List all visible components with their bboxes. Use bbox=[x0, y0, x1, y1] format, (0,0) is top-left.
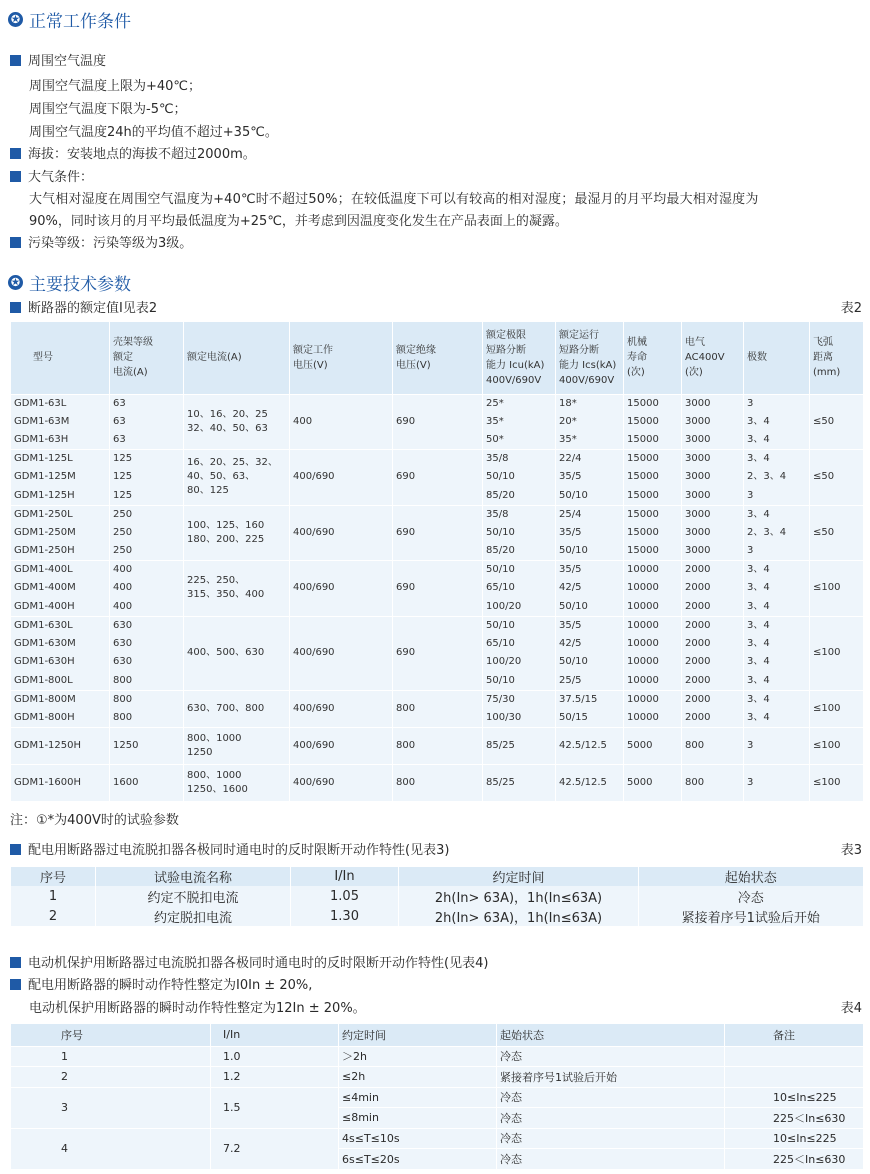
table-cell: 冷态 bbox=[639, 886, 863, 906]
table-header-cell: 壳架等级 额定 电流(A) bbox=[110, 322, 184, 394]
frame-current-cell: 400 bbox=[110, 561, 184, 580]
bullet-square-icon bbox=[10, 148, 21, 159]
poles-cell: 3、4 bbox=[744, 598, 810, 617]
ics-cell: 42/5 bbox=[556, 635, 624, 654]
note-cell: 225＜In≤630 bbox=[725, 1108, 863, 1129]
poles-cell: 3 bbox=[744, 487, 810, 506]
elec-life-cell: 3000 bbox=[682, 450, 744, 469]
table4-caption-2: 配电用断路器的瞬时动作特性整定为I0In ± 20%, bbox=[10, 974, 312, 993]
table4-tag: 表4 bbox=[840, 1001, 862, 1016]
model-cell: GDM1-800L bbox=[11, 672, 110, 691]
rated-current-cell: 800、1000 1250 bbox=[184, 727, 290, 764]
elec-life-cell: 2000 bbox=[682, 672, 744, 691]
model-cell: GDM1-125M bbox=[11, 468, 110, 487]
poles-cell: 3 bbox=[744, 764, 810, 801]
mech-life-cell: 10000 bbox=[624, 635, 682, 654]
table-header-cell: I/In bbox=[211, 1024, 339, 1046]
model-cell: GDM1-800H bbox=[11, 709, 110, 728]
table-header-cell: 额定绝缘 电压(V) bbox=[393, 322, 483, 394]
elec-life-cell: 2000 bbox=[682, 635, 744, 654]
table4-caption-1: 电动机保护用断路器过电流脱扣器各极同时通电时的反时限断开动作特性(见表4) bbox=[10, 952, 488, 971]
icu-cell: 75/30 bbox=[483, 690, 556, 709]
arc-distance-cell: ≤100 bbox=[810, 561, 863, 617]
icu-cell: 50/10 bbox=[483, 672, 556, 691]
note-cell: 225＜In≤630 bbox=[725, 1149, 863, 1170]
ics-cell: 42/5 bbox=[556, 579, 624, 598]
insulation-voltage-cell: 690 bbox=[393, 394, 483, 450]
insulation-voltage-cell: 690 bbox=[393, 561, 483, 617]
table-header-cell: 极数 bbox=[744, 322, 810, 394]
mech-life-cell: 5000 bbox=[624, 727, 682, 764]
ics-cell: 25/4 bbox=[556, 505, 624, 524]
elec-life-cell: 3000 bbox=[682, 468, 744, 487]
note-cell: 10≤In≤225 bbox=[725, 1128, 863, 1149]
bullet-square-icon bbox=[10, 844, 21, 855]
table-cell: 1.30 bbox=[291, 906, 399, 926]
ratio-cell: 1.2 bbox=[211, 1067, 339, 1088]
table-header-cell: 额定运行 短路分断 能力 Ics(kA) 400V/690V bbox=[556, 322, 624, 394]
table-row bbox=[11, 616, 863, 635]
ics-cell: 37.5/15 bbox=[556, 690, 624, 709]
table-cell: 约定脱扣电流 bbox=[96, 906, 291, 926]
state-cell: 冷态 bbox=[497, 1108, 725, 1129]
mech-life-cell: 15000 bbox=[624, 413, 682, 432]
elec-life-cell: 3000 bbox=[682, 524, 744, 543]
insulation-voltage-cell: 690 bbox=[393, 505, 483, 561]
insulation-voltage-cell: 800 bbox=[393, 727, 483, 764]
frame-current-cell: 800 bbox=[110, 672, 184, 691]
star-icon: ✪ bbox=[8, 275, 23, 290]
frame-current-cell: 63 bbox=[110, 413, 184, 432]
mech-life-cell: 15000 bbox=[624, 394, 682, 413]
ics-cell: 22/4 bbox=[556, 450, 624, 469]
rated-current-cell: 10、16、20、25 32、40、50、63 bbox=[184, 394, 290, 450]
frame-current-cell: 125 bbox=[110, 487, 184, 506]
rated-current-cell: 225、250、 315、350、400 bbox=[184, 561, 290, 617]
table-row bbox=[11, 1067, 863, 1088]
item-pollution: 污染等级：污染等级为3级。 bbox=[10, 232, 192, 251]
table-row bbox=[11, 906, 863, 926]
ics-cell: 50/15 bbox=[556, 709, 624, 728]
elec-life-cell: 800 bbox=[682, 764, 744, 801]
table-row bbox=[11, 1128, 863, 1149]
bullet-square-icon bbox=[10, 55, 21, 66]
rated-current-cell: 16、20、25、32、 40、50、63、 80、125 bbox=[184, 450, 290, 506]
state-cell: 冷态 bbox=[497, 1149, 725, 1170]
poles-cell: 3、4 bbox=[744, 616, 810, 635]
ics-cell: 18* bbox=[556, 394, 624, 413]
arc-distance-cell: ≤100 bbox=[810, 764, 863, 801]
rated-voltage-cell: 400/690 bbox=[290, 450, 393, 506]
mech-life-cell: 15000 bbox=[624, 487, 682, 506]
frame-current-cell: 1250 bbox=[110, 727, 184, 764]
mech-life-cell: 10000 bbox=[624, 690, 682, 709]
table-header-cell: 约定时间 bbox=[339, 1024, 497, 1046]
mech-life-cell: 5000 bbox=[624, 764, 682, 801]
table-rated-values bbox=[10, 322, 863, 801]
elec-life-cell: 2000 bbox=[682, 561, 744, 580]
table-header-cell: 电气 AC400V (次) bbox=[682, 322, 744, 394]
elec-life-cell: 2000 bbox=[682, 598, 744, 617]
ics-cell: 50/10 bbox=[556, 542, 624, 561]
table-header-cell: 约定时间 bbox=[399, 867, 639, 886]
arc-distance-cell: ≤100 bbox=[810, 616, 863, 690]
table-header-cell: 序号 bbox=[11, 1024, 211, 1046]
table-header-cell: 额定极限 短路分断 能力 Icu(kA) 400V/690V bbox=[483, 322, 556, 394]
ratio-cell: 1.0 bbox=[211, 1046, 339, 1067]
frame-current-cell: 63 bbox=[110, 431, 184, 450]
rated-voltage-cell: 400/690 bbox=[290, 561, 393, 617]
frame-current-cell: 63 bbox=[110, 394, 184, 413]
mech-life-cell: 15000 bbox=[624, 542, 682, 561]
bullet-square-icon bbox=[10, 237, 21, 248]
frame-current-cell: 800 bbox=[110, 709, 184, 728]
time-cell: ＞2h bbox=[339, 1046, 497, 1067]
mech-life-cell: 10000 bbox=[624, 709, 682, 728]
rated-voltage-cell: 400/690 bbox=[290, 764, 393, 801]
icu-cell: 50/10 bbox=[483, 616, 556, 635]
bullet-square-icon bbox=[10, 302, 21, 313]
mech-life-cell: 15000 bbox=[624, 450, 682, 469]
elec-life-cell: 3000 bbox=[682, 542, 744, 561]
icu-cell: 35/8 bbox=[483, 505, 556, 524]
poles-cell: 3、4 bbox=[744, 505, 810, 524]
ics-cell: 50/10 bbox=[556, 598, 624, 617]
text-line: 90%，同时该月的月平均最低温度为+25℃，并考虑到因温度变化发生在产品表面上的凝露。 bbox=[29, 214, 568, 229]
table-row bbox=[11, 764, 863, 801]
rated-voltage-cell: 400/690 bbox=[290, 727, 393, 764]
rated-voltage-cell: 400/690 bbox=[290, 505, 393, 561]
mech-life-cell: 15000 bbox=[624, 431, 682, 450]
table-header-cell: 型号 bbox=[11, 322, 110, 394]
frame-current-cell: 250 bbox=[110, 505, 184, 524]
icu-cell: 85/20 bbox=[483, 487, 556, 506]
poles-cell: 2、3、4 bbox=[744, 468, 810, 487]
icu-cell: 50* bbox=[483, 431, 556, 450]
poles-cell: 3 bbox=[744, 542, 810, 561]
table-header-cell: 试验电流名称 bbox=[96, 867, 291, 886]
elec-life-cell: 3000 bbox=[682, 505, 744, 524]
bullet-square-icon bbox=[10, 979, 21, 990]
rated-voltage-cell: 400 bbox=[290, 394, 393, 450]
text-line: 周围空气温度上限为+40℃； bbox=[29, 79, 202, 94]
seq-cell: 4 bbox=[11, 1128, 211, 1169]
table3-caption: 配电用断路器过电流脱扣器各极同时通电时的反时限断开动作特性(见表3) bbox=[10, 839, 449, 858]
time-cell: 4s≤T≤10s bbox=[339, 1128, 497, 1149]
ics-cell: 25/5 bbox=[556, 672, 624, 691]
section-title-tech-params: ✪ 主要技术参数 bbox=[8, 270, 131, 295]
frame-current-cell: 400 bbox=[110, 598, 184, 617]
icu-cell: 65/10 bbox=[483, 635, 556, 654]
elec-life-cell: 3000 bbox=[682, 394, 744, 413]
elec-life-cell: 2000 bbox=[682, 579, 744, 598]
elec-life-cell: 2000 bbox=[682, 653, 744, 672]
ics-cell: 50/10 bbox=[556, 653, 624, 672]
bullet-square-icon bbox=[10, 171, 21, 182]
state-cell: 冷态 bbox=[497, 1087, 725, 1108]
table-header-cell: 起始状态 bbox=[497, 1024, 725, 1046]
table-header-cell: 机械 寿命 (次) bbox=[624, 322, 682, 394]
table-cell: 紧接着序号1试验后开始 bbox=[639, 906, 863, 926]
mech-life-cell: 15000 bbox=[624, 524, 682, 543]
section-title-operating-conditions: ✪ 正常工作条件 bbox=[8, 7, 131, 32]
frame-current-cell: 630 bbox=[110, 653, 184, 672]
table-cell: 2h(In> 63A)，1h(In≤63A) bbox=[399, 906, 639, 926]
model-cell: GDM1-630H bbox=[11, 653, 110, 672]
ics-cell: 35/5 bbox=[556, 616, 624, 635]
frame-current-cell: 125 bbox=[110, 468, 184, 487]
frame-current-cell: 125 bbox=[110, 450, 184, 469]
poles-cell: 3、4 bbox=[744, 579, 810, 598]
model-cell: GDM1-250M bbox=[11, 524, 110, 543]
mech-life-cell: 10000 bbox=[624, 561, 682, 580]
frame-current-cell: 1600 bbox=[110, 764, 184, 801]
rated-voltage-cell: 400/690 bbox=[290, 616, 393, 690]
elec-life-cell: 800 bbox=[682, 727, 744, 764]
item-ambient-temp: 周围空气温度 bbox=[10, 50, 106, 69]
model-cell: GDM1-400M bbox=[11, 579, 110, 598]
rated-current-cell: 400、500、630 bbox=[184, 616, 290, 690]
mech-life-cell: 10000 bbox=[624, 672, 682, 691]
table-row bbox=[11, 561, 863, 580]
poles-cell: 3、4 bbox=[744, 561, 810, 580]
frame-current-cell: 630 bbox=[110, 635, 184, 654]
table-header-cell: 额定电流(A) bbox=[184, 322, 290, 394]
elec-life-cell: 2000 bbox=[682, 690, 744, 709]
poles-cell: 3、4 bbox=[744, 635, 810, 654]
insulation-voltage-cell: 800 bbox=[393, 764, 483, 801]
model-cell: GDM1-630M bbox=[11, 635, 110, 654]
item-atmosphere: 大气条件： bbox=[10, 166, 93, 185]
ics-cell: 35* bbox=[556, 431, 624, 450]
text-line: 大气相对湿度在周围空气温度为+40℃时不超过50%；在较低温度下可以有较高的相对湿度；最湿月的月平均最大相对湿度为 bbox=[29, 192, 759, 207]
rated-voltage-cell: 400/690 bbox=[290, 690, 393, 727]
note-cell: 10≤In≤225 bbox=[725, 1087, 863, 1108]
text-line: 周围空气温度24h的平均值不超过+35℃。 bbox=[29, 125, 278, 140]
frame-current-cell: 400 bbox=[110, 579, 184, 598]
table4-caption-3: 电动机保护用断路器的瞬时动作特性整定为12In ± 20%。 bbox=[29, 1001, 366, 1016]
ics-cell: 42.5/12.5 bbox=[556, 764, 624, 801]
poles-cell: 3、4 bbox=[744, 450, 810, 469]
icu-cell: 50/10 bbox=[483, 561, 556, 580]
icu-cell: 25* bbox=[483, 394, 556, 413]
table-inverse-time-distribution bbox=[10, 867, 863, 926]
star-icon: ✪ bbox=[8, 12, 23, 27]
table-row bbox=[11, 690, 863, 709]
model-cell: GDM1-125H bbox=[11, 487, 110, 506]
table-cell: 2h(In> 63A)，1h(In≤63A) bbox=[399, 886, 639, 906]
model-cell: GDM1-63L bbox=[11, 394, 110, 413]
time-cell: ≤8min bbox=[339, 1108, 497, 1129]
frame-current-cell: 630 bbox=[110, 616, 184, 635]
model-cell: GDM1-1250H bbox=[11, 727, 110, 764]
model-cell: GDM1-800M bbox=[11, 690, 110, 709]
note-cell bbox=[725, 1046, 863, 1067]
icu-cell: 50/10 bbox=[483, 524, 556, 543]
table-header-cell: 备注 bbox=[725, 1024, 863, 1046]
ics-cell: 42.5/12.5 bbox=[556, 727, 624, 764]
ics-cell: 20* bbox=[556, 413, 624, 432]
poles-cell: 2、3、4 bbox=[744, 524, 810, 543]
state-cell: 冷态 bbox=[497, 1128, 725, 1149]
table-header-cell: 飞弧 距离 (mm) bbox=[810, 322, 863, 394]
table2-note: 注：①*为400V时的试验参数 bbox=[10, 813, 179, 828]
table2-caption: 断路器的额定值I见表2 bbox=[10, 297, 157, 316]
arc-distance-cell: ≤100 bbox=[810, 690, 863, 727]
seq-cell: 1 bbox=[11, 1046, 211, 1067]
poles-cell: 3、4 bbox=[744, 431, 810, 450]
rated-current-cell: 100、125、160 180、200、225 bbox=[184, 505, 290, 561]
model-cell: GDM1-1600H bbox=[11, 764, 110, 801]
table-row bbox=[11, 450, 863, 469]
state-cell: 紧接着序号1试验后开始 bbox=[497, 1067, 725, 1088]
table-row bbox=[11, 1046, 863, 1067]
arc-distance-cell: ≤50 bbox=[810, 450, 863, 506]
icu-cell: 100/30 bbox=[483, 709, 556, 728]
rated-current-cell: 800、1000 1250、1600 bbox=[184, 764, 290, 801]
icu-cell: 50/10 bbox=[483, 468, 556, 487]
table-row bbox=[11, 886, 863, 906]
arc-distance-cell: ≤50 bbox=[810, 394, 863, 450]
note-cell bbox=[725, 1067, 863, 1088]
mech-life-cell: 15000 bbox=[624, 468, 682, 487]
model-cell: GDM1-250H bbox=[11, 542, 110, 561]
model-cell: GDM1-250L bbox=[11, 505, 110, 524]
insulation-voltage-cell: 690 bbox=[393, 616, 483, 690]
mech-life-cell: 10000 bbox=[624, 579, 682, 598]
table-row bbox=[11, 394, 863, 413]
elec-life-cell: 3000 bbox=[682, 431, 744, 450]
ics-cell: 50/10 bbox=[556, 487, 624, 506]
icu-cell: 85/20 bbox=[483, 542, 556, 561]
table-header-cell: 起始状态 bbox=[639, 867, 863, 886]
model-cell: GDM1-125L bbox=[11, 450, 110, 469]
mech-life-cell: 10000 bbox=[624, 653, 682, 672]
poles-cell: 3、4 bbox=[744, 653, 810, 672]
poles-cell: 3、4 bbox=[744, 709, 810, 728]
icu-cell: 65/10 bbox=[483, 579, 556, 598]
rated-current-cell: 630、700、800 bbox=[184, 690, 290, 727]
poles-cell: 3、4 bbox=[744, 690, 810, 709]
text-line: 周围空气温度下限为-5℃； bbox=[29, 102, 187, 117]
icu-cell: 85/25 bbox=[483, 764, 556, 801]
poles-cell: 3、4 bbox=[744, 672, 810, 691]
icu-cell: 100/20 bbox=[483, 598, 556, 617]
table-cell: 1.05 bbox=[291, 886, 399, 906]
poles-cell: 3 bbox=[744, 727, 810, 764]
table-cell: 2 bbox=[11, 906, 96, 926]
poles-cell: 3、4 bbox=[744, 413, 810, 432]
table-row bbox=[11, 505, 863, 524]
model-cell: GDM1-630L bbox=[11, 616, 110, 635]
time-cell: 6s≤T≤20s bbox=[339, 1149, 497, 1170]
table-row bbox=[11, 727, 863, 764]
bullet-square-icon bbox=[10, 957, 21, 968]
seq-cell: 2 bbox=[11, 1067, 211, 1088]
item-altitude: 海拔：安装地点的海拔不超过2000m。 bbox=[10, 143, 256, 162]
time-cell: ≤2h bbox=[339, 1067, 497, 1088]
ratio-cell: 7.2 bbox=[211, 1128, 339, 1169]
seq-cell: 3 bbox=[11, 1087, 211, 1128]
table-header-cell: 额定工作 电压(V) bbox=[290, 322, 393, 394]
ratio-cell: 1.5 bbox=[211, 1087, 339, 1128]
elec-life-cell: 2000 bbox=[682, 616, 744, 635]
icu-cell: 85/25 bbox=[483, 727, 556, 764]
model-cell: GDM1-400H bbox=[11, 598, 110, 617]
frame-current-cell: 250 bbox=[110, 542, 184, 561]
mech-life-cell: 10000 bbox=[624, 616, 682, 635]
table-cell: 1 bbox=[11, 886, 96, 906]
table-motor-protection bbox=[10, 1024, 863, 1169]
ics-cell: 35/5 bbox=[556, 561, 624, 580]
state-cell: 冷态 bbox=[497, 1046, 725, 1067]
arc-distance-cell: ≤100 bbox=[810, 727, 863, 764]
ics-cell: 35/5 bbox=[556, 524, 624, 543]
mech-life-cell: 15000 bbox=[624, 505, 682, 524]
table-header-cell: 序号 bbox=[11, 867, 96, 886]
time-cell: ≤4min bbox=[339, 1087, 497, 1108]
model-cell: GDM1-63H bbox=[11, 431, 110, 450]
arc-distance-cell: ≤50 bbox=[810, 505, 863, 561]
icu-cell: 100/20 bbox=[483, 653, 556, 672]
insulation-voltage-cell: 800 bbox=[393, 690, 483, 727]
ics-cell: 35/5 bbox=[556, 468, 624, 487]
elec-life-cell: 3000 bbox=[682, 487, 744, 506]
table-cell: 约定不脱扣电流 bbox=[96, 886, 291, 906]
frame-current-cell: 800 bbox=[110, 690, 184, 709]
table-header-cell: I/In bbox=[291, 867, 399, 886]
table2-tag: 表2 bbox=[840, 301, 862, 316]
icu-cell: 35* bbox=[483, 413, 556, 432]
icu-cell: 35/8 bbox=[483, 450, 556, 469]
elec-life-cell: 3000 bbox=[682, 413, 744, 432]
elec-life-cell: 2000 bbox=[682, 709, 744, 728]
frame-current-cell: 250 bbox=[110, 524, 184, 543]
table3-tag: 表3 bbox=[840, 843, 862, 858]
poles-cell: 3 bbox=[744, 394, 810, 413]
model-cell: GDM1-63M bbox=[11, 413, 110, 432]
mech-life-cell: 10000 bbox=[624, 598, 682, 617]
table-row bbox=[11, 1087, 863, 1108]
insulation-voltage-cell: 690 bbox=[393, 450, 483, 506]
model-cell: GDM1-400L bbox=[11, 561, 110, 580]
